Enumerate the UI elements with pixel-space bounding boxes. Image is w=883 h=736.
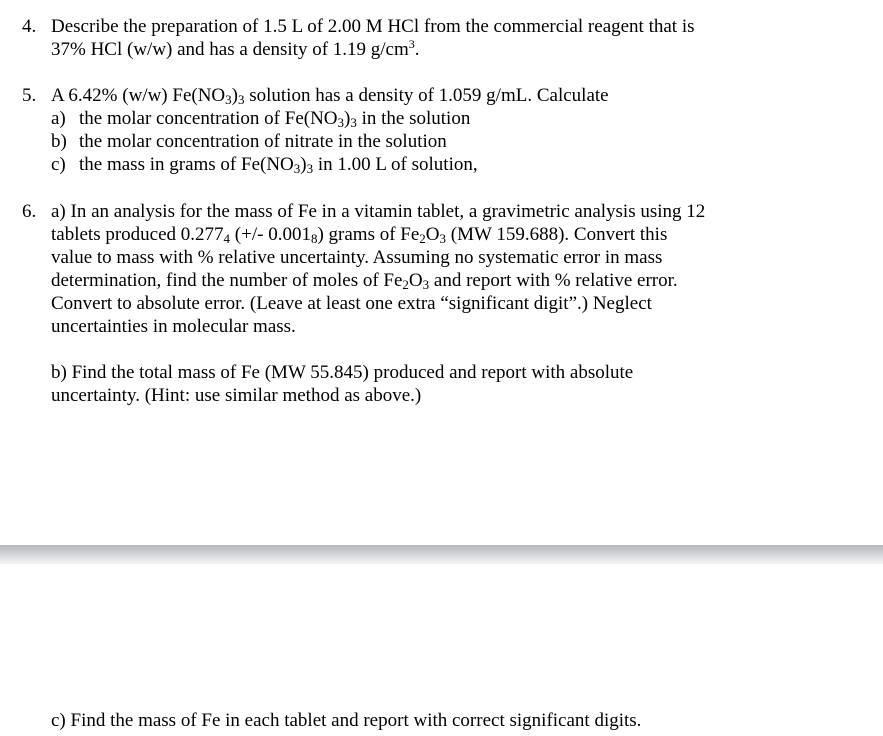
q6-a-line-5: Convert to absolute error. (Leave at least one extra “significant digit”.) Neglect — [51, 293, 652, 314]
q4-line-2: 37% HCl (w/w) and has a density of 1.19 $g/cm^3$. — [51, 37, 420, 60]
q6-a-line-6: uncertainties in molecular mass. — [51, 316, 296, 337]
q6-a-line-2: tablets produced $0.277_4$ (+/- $0.001_8$) grams of $Fe_2O_3$ (MW 159.688). Convert this — [51, 224, 668, 246]
page-break-divider — [0, 545, 883, 564]
q5-number: 5. — [22, 85, 37, 106]
q5-b-text: the molar concentration of nitrate in the solution — [79, 131, 447, 152]
q6-number: 6. — [22, 201, 37, 222]
q5-a-text: the molar concentration of $Fe(NO_3)_3$ in the solution — [79, 108, 471, 130]
q6-b-line-1: b) Find the total mass of Fe (MW 55.845) produced and report with absolute — [51, 362, 634, 383]
q5-c-text: the mass in grams of $Fe(NO_3)_3$ in 1.00 L of solution, — [79, 154, 478, 176]
q4-line-1: Describe the preparation of 1.5 L of 2.00 M HCl from the commercial reagent that is — [51, 16, 695, 37]
q5-c-letter: c) — [51, 154, 66, 175]
q5-a-letter: a) — [51, 108, 66, 129]
q5-b-letter: b) — [51, 131, 67, 152]
q6-b-line-2: uncertainty. (Hint: use similar method as above.) — [51, 385, 422, 406]
q6-a-line-3: value to mass with % relative uncertainty. Assuming no systematic error in mass — [51, 247, 663, 268]
q6-a-line-1: a) In an analysis for the mass of Fe in a vitamin tablet, a gravimetric analysis using 12 — [51, 201, 706, 222]
q6-a-line-4: determination, find the number of moles of $Fe_2O_3$ and report with % relative error. — [51, 270, 678, 292]
q5-line-1: A 6.42% (w/w) $Fe(NO_3)_3$ solution has a density of 1.059 g/mL. Calculate — [51, 85, 609, 107]
q4-number: 4. — [22, 16, 37, 37]
q6-c-line-1: c) Find the mass of Fe in each tablet and report with correct significant digits. — [51, 710, 642, 731]
